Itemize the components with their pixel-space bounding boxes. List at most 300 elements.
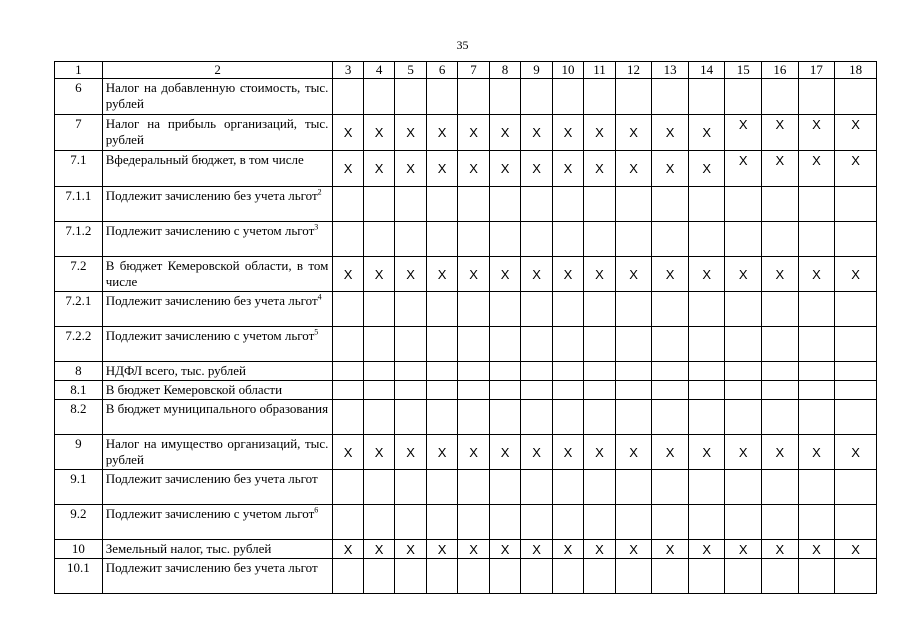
table-row	[55, 151, 877, 187]
table-row	[55, 292, 877, 327]
value-cell	[688, 327, 725, 362]
column-header-15: 15	[725, 62, 762, 79]
value-cell	[798, 79, 835, 115]
row-label	[102, 470, 333, 505]
value-cell: X	[521, 435, 552, 470]
value-cell	[762, 470, 799, 505]
value-cell	[521, 400, 552, 435]
value-cell	[762, 505, 799, 540]
row-label-text: Подлежит зачислению с учетом льгот	[105, 223, 315, 238]
table-row	[55, 559, 877, 594]
value-cell: X	[458, 540, 489, 559]
row-label	[102, 151, 333, 187]
table-row	[55, 381, 877, 400]
footnote-mark: 2	[317, 187, 322, 197]
table-row	[55, 187, 877, 222]
value-cell	[426, 559, 457, 594]
value-cell: X	[652, 540, 689, 559]
value-cell: X	[363, 435, 394, 470]
value-cell	[426, 292, 457, 327]
value-cell	[552, 292, 583, 327]
value-cell: X	[584, 257, 615, 292]
value-cell	[725, 187, 762, 222]
row-label	[102, 327, 333, 362]
value-cell	[798, 362, 835, 381]
value-cell	[363, 400, 394, 435]
row-number: 10	[55, 540, 103, 559]
value-cell	[798, 327, 835, 362]
table-row	[55, 115, 877, 151]
value-cell: X	[489, 115, 520, 151]
value-cell	[521, 222, 552, 257]
value-cell	[652, 381, 689, 400]
value-cell: X	[725, 257, 762, 292]
row-label	[102, 381, 333, 400]
value-cell	[652, 222, 689, 257]
row-number: 9.2	[55, 505, 103, 540]
value-cell: X	[426, 115, 457, 151]
row-label	[102, 505, 333, 540]
value-cell	[688, 381, 725, 400]
table-body	[55, 62, 877, 594]
value-cell: X	[521, 540, 552, 559]
value-cell	[798, 505, 835, 540]
footnote-mark: 3	[314, 222, 319, 232]
value-cell	[521, 505, 552, 540]
table-row	[55, 505, 877, 540]
row-number: 7.2.2	[55, 327, 103, 362]
value-cell	[458, 505, 489, 540]
value-cell	[363, 559, 394, 594]
value-cell	[426, 505, 457, 540]
value-cell	[395, 470, 426, 505]
value-cell: X	[584, 540, 615, 559]
value-cell: X	[762, 257, 799, 292]
value-cell	[725, 79, 762, 115]
value-cell	[489, 470, 520, 505]
value-cell	[615, 470, 652, 505]
value-cell: X	[725, 540, 762, 559]
value-cell: X	[798, 151, 835, 187]
value-cell: X	[762, 435, 799, 470]
value-cell: X	[652, 435, 689, 470]
value-cell	[652, 470, 689, 505]
tax-form-table	[54, 61, 877, 594]
value-cell	[363, 187, 394, 222]
value-cell	[725, 559, 762, 594]
value-cell	[652, 79, 689, 115]
row-label-text: Налог на добавленную стоимость, тыс. рублей	[105, 80, 329, 111]
value-cell	[835, 327, 877, 362]
value-cell	[333, 381, 363, 400]
value-cell: X	[584, 435, 615, 470]
value-cell: X	[521, 115, 552, 151]
row-label-text: НДФЛ всего, тыс. рублей	[105, 363, 246, 378]
column-header-4: 4	[363, 62, 394, 79]
value-cell	[552, 362, 583, 381]
table-row	[55, 470, 877, 505]
value-cell	[615, 400, 652, 435]
table-row	[55, 362, 877, 381]
value-cell: X	[489, 540, 520, 559]
value-cell	[725, 292, 762, 327]
value-cell: X	[725, 435, 762, 470]
table-row	[55, 400, 877, 435]
row-label	[102, 292, 333, 327]
row-number: 7.1.2	[55, 222, 103, 257]
value-cell	[584, 470, 615, 505]
row-number: 7	[55, 115, 103, 151]
table-row	[55, 327, 877, 362]
value-cell	[333, 505, 363, 540]
value-cell	[725, 327, 762, 362]
row-number: 7.1	[55, 151, 103, 187]
value-cell	[489, 292, 520, 327]
row-label	[102, 222, 333, 257]
value-cell: X	[458, 115, 489, 151]
value-cell	[363, 470, 394, 505]
value-cell	[552, 400, 583, 435]
value-cell	[333, 292, 363, 327]
value-cell	[762, 362, 799, 381]
value-cell: X	[615, 257, 652, 292]
row-label-text: Земельный налог, тыс. рублей	[105, 541, 272, 556]
value-cell	[725, 381, 762, 400]
value-cell	[798, 470, 835, 505]
value-cell	[688, 470, 725, 505]
value-cell	[584, 327, 615, 362]
row-number: 7.2.1	[55, 292, 103, 327]
value-cell	[333, 187, 363, 222]
value-cell	[521, 470, 552, 505]
value-cell	[552, 381, 583, 400]
value-cell	[688, 362, 725, 381]
value-cell	[615, 559, 652, 594]
value-cell	[835, 79, 877, 115]
row-label-text: Вфедеральный бюджет, в том числе	[105, 152, 304, 167]
row-number: 7.1.1	[55, 187, 103, 222]
row-label-text: Подлежит зачислению без учета льгот	[105, 188, 318, 203]
value-cell	[615, 505, 652, 540]
column-header-13: 13	[652, 62, 689, 79]
value-cell	[552, 559, 583, 594]
value-cell	[395, 505, 426, 540]
value-cell	[395, 381, 426, 400]
value-cell	[725, 505, 762, 540]
value-cell	[762, 559, 799, 594]
row-label	[102, 79, 333, 115]
value-cell: X	[798, 257, 835, 292]
value-cell	[395, 79, 426, 115]
value-cell	[458, 292, 489, 327]
value-cell	[652, 327, 689, 362]
row-label-text: Подлежит зачислению без учета льгот	[105, 293, 318, 308]
column-header-2: 2	[102, 62, 333, 79]
value-cell	[798, 559, 835, 594]
value-cell: X	[333, 257, 363, 292]
value-cell	[363, 292, 394, 327]
row-number: 6	[55, 79, 103, 115]
value-cell	[652, 559, 689, 594]
value-cell: X	[333, 151, 363, 187]
value-cell	[615, 362, 652, 381]
value-cell	[552, 79, 583, 115]
value-cell	[584, 400, 615, 435]
value-cell	[688, 400, 725, 435]
value-cell	[584, 222, 615, 257]
value-cell	[725, 222, 762, 257]
row-label	[102, 540, 333, 559]
value-cell	[521, 327, 552, 362]
value-cell: X	[798, 435, 835, 470]
row-number: 9.1	[55, 470, 103, 505]
value-cell: X	[426, 540, 457, 559]
value-cell	[688, 559, 725, 594]
value-cell	[584, 381, 615, 400]
value-cell	[426, 470, 457, 505]
column-header-1: 1	[55, 62, 103, 79]
value-cell	[835, 505, 877, 540]
value-cell: X	[363, 257, 394, 292]
column-header-10: 10	[552, 62, 583, 79]
value-cell	[798, 187, 835, 222]
value-cell: X	[426, 257, 457, 292]
value-cell	[584, 559, 615, 594]
value-cell	[762, 381, 799, 400]
row-label-text: В бюджет муниципального образования	[105, 401, 329, 416]
value-cell: X	[521, 151, 552, 187]
footnote-mark: 4	[317, 292, 322, 302]
value-cell	[426, 400, 457, 435]
row-number: 8.2	[55, 400, 103, 435]
value-cell	[688, 292, 725, 327]
value-cell	[458, 381, 489, 400]
value-cell	[521, 381, 552, 400]
value-cell	[835, 381, 877, 400]
value-cell	[363, 362, 394, 381]
value-cell: X	[489, 151, 520, 187]
row-label-text: В бюджет Кемеровской области, в том числе	[105, 258, 329, 289]
row-label	[102, 559, 333, 594]
value-cell	[762, 187, 799, 222]
row-number: 10.1	[55, 559, 103, 594]
value-cell	[615, 222, 652, 257]
value-cell	[688, 222, 725, 257]
row-label-text: В бюджет Кемеровской области	[105, 382, 283, 397]
value-cell	[458, 400, 489, 435]
value-cell: X	[395, 540, 426, 559]
value-cell	[426, 79, 457, 115]
value-cell: X	[615, 435, 652, 470]
value-cell	[835, 362, 877, 381]
value-cell	[363, 79, 394, 115]
column-header-6: 6	[426, 62, 457, 79]
value-cell	[552, 222, 583, 257]
value-cell	[426, 222, 457, 257]
row-label-text: Подлежит зачислению с учетом льгот	[105, 328, 315, 343]
value-cell	[333, 222, 363, 257]
row-label	[102, 187, 333, 222]
value-cell	[652, 292, 689, 327]
value-cell	[458, 362, 489, 381]
value-cell	[615, 79, 652, 115]
value-cell	[489, 400, 520, 435]
value-cell	[552, 187, 583, 222]
row-label-text: Подлежит зачислению без учета льгот	[105, 560, 318, 575]
row-label	[102, 115, 333, 151]
value-cell	[552, 505, 583, 540]
value-cell	[688, 187, 725, 222]
value-cell	[458, 327, 489, 362]
value-cell: X	[688, 540, 725, 559]
value-cell: X	[835, 151, 877, 187]
value-cell: X	[489, 435, 520, 470]
value-cell: X	[835, 540, 877, 559]
value-cell: X	[835, 115, 877, 151]
value-cell	[395, 327, 426, 362]
column-header-14: 14	[688, 62, 725, 79]
value-cell	[725, 400, 762, 435]
row-label-text: Подлежит зачислению с учетом льгот	[105, 506, 315, 521]
value-cell	[762, 327, 799, 362]
value-cell	[458, 470, 489, 505]
value-cell: X	[552, 115, 583, 151]
table-row	[55, 435, 877, 470]
value-cell	[725, 470, 762, 505]
value-cell: X	[458, 435, 489, 470]
value-cell	[333, 362, 363, 381]
table-row	[55, 79, 877, 115]
value-cell	[521, 79, 552, 115]
value-cell	[584, 79, 615, 115]
value-cell: X	[521, 257, 552, 292]
value-cell	[688, 505, 725, 540]
value-cell: X	[426, 435, 457, 470]
value-cell: X	[652, 257, 689, 292]
value-cell: X	[762, 151, 799, 187]
value-cell: X	[725, 115, 762, 151]
row-label-text: Налог на имущество организаций, тыс. рублей	[105, 436, 329, 467]
value-cell	[489, 505, 520, 540]
value-cell: X	[552, 435, 583, 470]
value-cell	[395, 362, 426, 381]
value-cell: X	[552, 151, 583, 187]
value-cell	[521, 362, 552, 381]
column-header-3: 3	[333, 62, 363, 79]
row-number: 8.1	[55, 381, 103, 400]
row-label	[102, 400, 333, 435]
value-cell: X	[395, 435, 426, 470]
value-cell	[521, 187, 552, 222]
value-cell	[363, 505, 394, 540]
value-cell	[835, 187, 877, 222]
value-cell	[426, 327, 457, 362]
value-cell	[725, 362, 762, 381]
value-cell	[652, 187, 689, 222]
value-cell	[835, 559, 877, 594]
value-cell	[798, 400, 835, 435]
value-cell	[426, 187, 457, 222]
value-cell	[333, 400, 363, 435]
value-cell: X	[552, 257, 583, 292]
value-cell: X	[363, 115, 394, 151]
table-row	[55, 540, 877, 559]
value-cell	[584, 362, 615, 381]
value-cell	[395, 559, 426, 594]
value-cell	[489, 79, 520, 115]
value-cell	[521, 559, 552, 594]
value-cell	[363, 327, 394, 362]
value-cell	[615, 187, 652, 222]
value-cell: X	[395, 115, 426, 151]
value-cell: X	[798, 115, 835, 151]
value-cell: X	[333, 115, 363, 151]
value-cell	[333, 79, 363, 115]
value-cell	[652, 362, 689, 381]
table-row	[55, 222, 877, 257]
value-cell	[798, 292, 835, 327]
value-cell	[458, 559, 489, 594]
row-number: 9	[55, 435, 103, 470]
value-cell: X	[395, 257, 426, 292]
value-cell: X	[835, 257, 877, 292]
value-cell	[489, 559, 520, 594]
column-header-17: 17	[798, 62, 835, 79]
value-cell: X	[725, 151, 762, 187]
value-cell	[652, 400, 689, 435]
row-label	[102, 362, 333, 381]
column-header-12: 12	[615, 62, 652, 79]
value-cell	[489, 222, 520, 257]
value-cell	[652, 505, 689, 540]
value-cell: X	[426, 151, 457, 187]
value-cell: X	[395, 151, 426, 187]
value-cell	[395, 400, 426, 435]
value-cell	[458, 222, 489, 257]
footnote-mark: 6	[314, 505, 319, 515]
value-cell: X	[688, 151, 725, 187]
row-label	[102, 257, 333, 292]
value-cell: X	[762, 540, 799, 559]
value-cell	[458, 79, 489, 115]
value-cell	[333, 327, 363, 362]
value-cell: X	[615, 540, 652, 559]
value-cell	[835, 222, 877, 257]
value-cell: X	[489, 257, 520, 292]
value-cell	[615, 381, 652, 400]
value-cell: X	[363, 540, 394, 559]
value-cell	[489, 381, 520, 400]
value-cell	[835, 470, 877, 505]
value-cell: X	[615, 115, 652, 151]
column-header-16: 16	[762, 62, 799, 79]
column-header-7: 7	[458, 62, 489, 79]
value-cell	[395, 187, 426, 222]
value-cell: X	[798, 540, 835, 559]
column-header-5: 5	[395, 62, 426, 79]
value-cell	[426, 362, 457, 381]
value-cell: X	[333, 540, 363, 559]
value-cell	[835, 400, 877, 435]
value-cell: X	[458, 151, 489, 187]
value-cell	[798, 222, 835, 257]
page-number: 35	[456, 38, 469, 52]
value-cell: X	[688, 435, 725, 470]
value-cell: X	[584, 151, 615, 187]
row-label-text: Налог на прибыль организаций, тыс. рублей	[105, 116, 329, 147]
column-header-9: 9	[521, 62, 552, 79]
value-cell	[363, 222, 394, 257]
